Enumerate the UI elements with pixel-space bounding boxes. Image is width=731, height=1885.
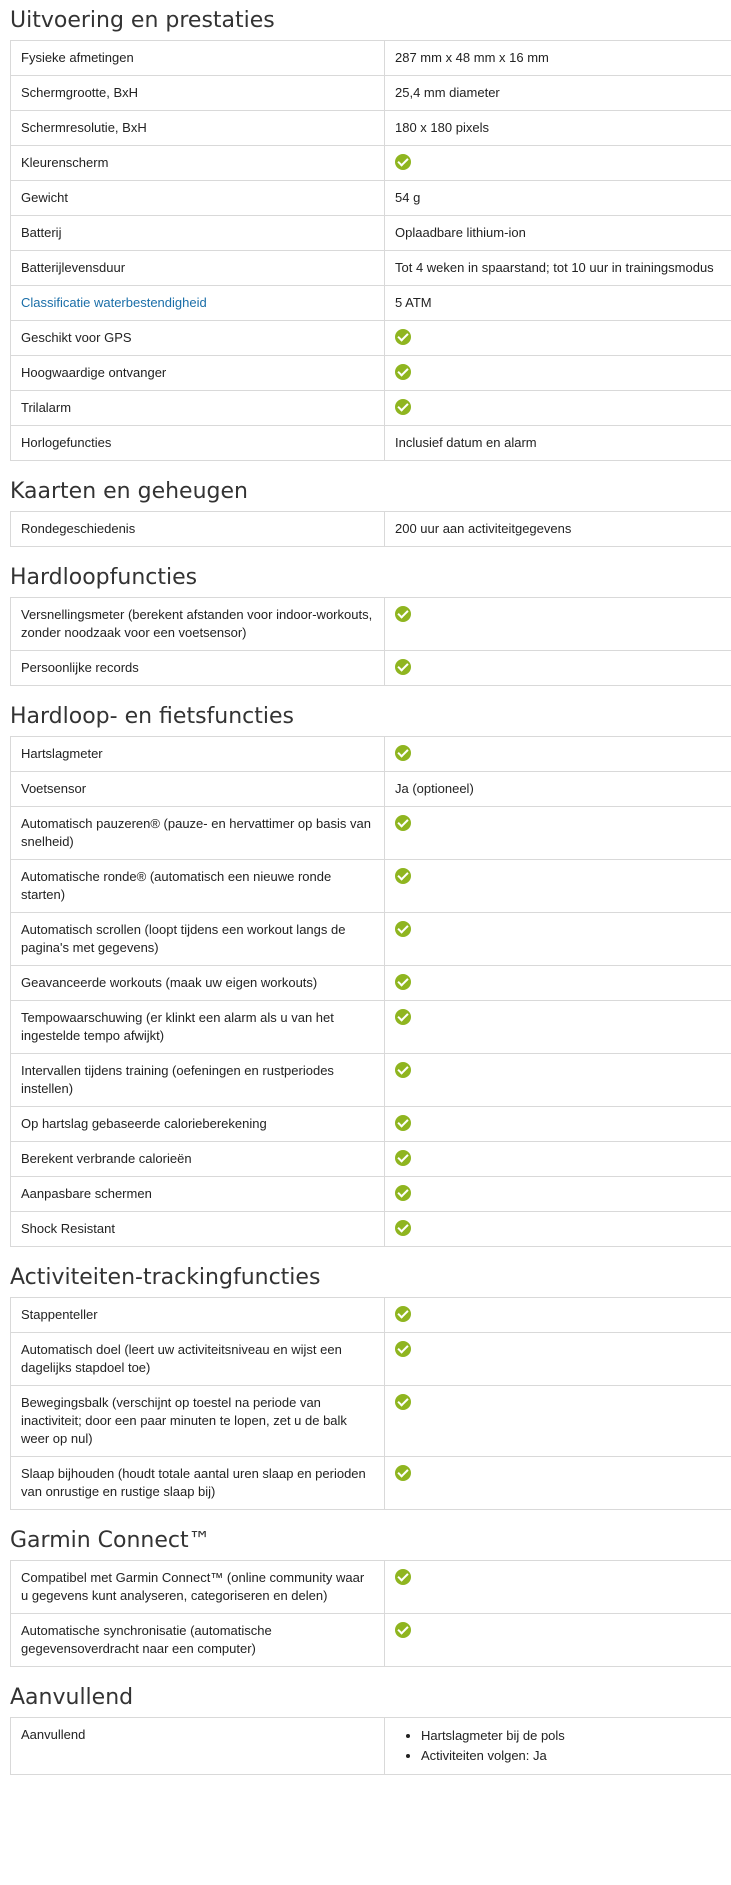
check-icon (395, 1009, 411, 1025)
table-row (11, 1561, 731, 1614)
table-row (11, 181, 731, 216)
row-label: Geschikt voor GPS (11, 321, 385, 356)
table-row (11, 1386, 731, 1457)
section-title: Hardloop- en fietsfuncties (10, 704, 294, 729)
table-row (11, 41, 731, 76)
check-icon (395, 154, 411, 170)
check-icon (395, 1394, 411, 1410)
row-label: Compatibel met Garmin Connect™ (online community waar u gegevens kunt analyseren, categoriseren en delen) (11, 1561, 385, 1614)
row-label: Voetsensor (11, 772, 385, 807)
table-row (11, 598, 731, 651)
table-row (11, 1142, 731, 1177)
row-label: Trilalarm (11, 391, 385, 426)
row-label: Schermgrootte, BxH (11, 76, 385, 111)
row-label: Shock Resistant (11, 1212, 385, 1247)
table-row (11, 807, 731, 860)
check-icon (395, 1341, 411, 1357)
table-row (11, 1054, 731, 1107)
list-item: • Activiteiten volgen: Ja (421, 1746, 731, 1766)
table-row (11, 772, 731, 807)
check-icon (395, 364, 411, 380)
check-icon (395, 974, 411, 990)
table-row (11, 1333, 731, 1386)
check-icon (395, 1465, 411, 1481)
table-row (11, 651, 731, 686)
table-row (11, 737, 731, 772)
check-icon (395, 606, 411, 622)
table-row (11, 1298, 731, 1333)
row-label: Automatisch pauzeren® (pauze- en hervattimer op basis van snelheid) (11, 807, 385, 860)
check-icon (395, 745, 411, 761)
row-label: Geavanceerde workouts (maak uw eigen workouts) (11, 966, 385, 1001)
check-icon (395, 1062, 411, 1078)
row-label: Aanvullend (11, 1718, 385, 1775)
table-row (11, 1107, 731, 1142)
spec-table (10, 1560, 731, 1667)
row-value: Ja (optioneel) (385, 772, 731, 807)
check-icon (395, 1185, 411, 1201)
check-icon (395, 1622, 411, 1638)
section-title: Garmin Connect™ (10, 1528, 211, 1553)
water-resistance-link[interactable]: Classificatie waterbestendigheid (21, 295, 207, 310)
row-label: Gewicht (11, 181, 385, 216)
table-row (11, 1718, 731, 1775)
row-label: Batterijlevensduur (11, 251, 385, 286)
row-value: 180 x 180 pixels (385, 111, 731, 146)
row-value: Tot 4 weken in spaarstand; tot 10 uur in trainingsmodus (385, 251, 731, 286)
table-row (11, 1212, 731, 1247)
check-icon (395, 1115, 411, 1131)
spec-table (10, 597, 731, 686)
table-row (11, 76, 731, 111)
table-row (11, 146, 731, 181)
row-label: Kleurenscherm (11, 146, 385, 181)
section-title: Hardloopfuncties (10, 565, 198, 590)
row-label: Schermresolutie, BxH (11, 111, 385, 146)
list-item: • Hartslagmeter bij de pols (421, 1726, 731, 1746)
table-row (11, 860, 731, 913)
spec-table (10, 1297, 731, 1510)
row-label: Automatische synchronisatie (automatische gegevensoverdracht naar een computer) (11, 1614, 385, 1667)
check-icon (395, 1150, 411, 1166)
row-value: Inclusief datum en alarm (385, 426, 731, 461)
row-label: Stappenteller (11, 1298, 385, 1333)
table-row (11, 1457, 731, 1510)
table-row (11, 251, 731, 286)
table-row (11, 966, 731, 1001)
table-row (11, 913, 731, 966)
row-label: Batterij (11, 216, 385, 251)
table-row (11, 1177, 731, 1212)
row-label: Automatisch scrollen (loopt tijdens een workout langs de pagina's met gegevens) (11, 913, 385, 966)
row-label: Op hartslag gebaseerde calorieberekening (11, 1107, 385, 1142)
section-title: Uitvoering en prestaties (10, 8, 275, 33)
row-label: Versnellingsmeter (berekent afstanden voor indoor-workouts, zonder noodzaak voor een voetsensor) (11, 598, 385, 651)
check-icon (395, 1306, 411, 1322)
row-label: Horlogefuncties (11, 426, 385, 461)
row-value: 5 ATM (385, 286, 731, 321)
spec-table (10, 736, 731, 1247)
table-row (11, 426, 731, 461)
table-row (11, 512, 731, 547)
row-label: Bewegingsbalk (verschijnt op toestel na periode van inactiviteit; door een paar minuten te lopen, zet u de balk weer op nul) (11, 1386, 385, 1457)
check-icon (395, 329, 411, 345)
section-title: Activiteiten-trackingfuncties (10, 1265, 321, 1290)
row-label: Tempowaarschuwing (er klinkt een alarm als u van het ingestelde tempo afwijkt) (11, 1001, 385, 1054)
check-icon (395, 921, 411, 937)
check-icon (395, 1569, 411, 1585)
spec-table (10, 40, 731, 461)
check-icon (395, 1220, 411, 1236)
table-row (11, 1001, 731, 1054)
table-row (11, 321, 731, 356)
spec-table (10, 511, 731, 547)
row-value: 200 uur aan activiteitgegevens (385, 512, 731, 547)
section-title: Kaarten en geheugen (10, 479, 248, 504)
check-icon (395, 399, 411, 415)
row-label: Hartslagmeter (11, 737, 385, 772)
row-value: 287 mm x 48 mm x 16 mm (385, 41, 731, 76)
row-label: Fysieke afmetingen (11, 41, 385, 76)
spec-table (10, 1717, 731, 1775)
table-row (11, 391, 731, 426)
check-icon (395, 659, 411, 675)
row-label: Automatisch doel (leert uw activiteitsniveau en wijst een dagelijks stapdoel toe) (11, 1333, 385, 1386)
row-value: 54 g (385, 181, 731, 216)
table-row (11, 356, 731, 391)
row-label: Persoonlijke records (11, 651, 385, 686)
row-label: Aanpasbare schermen (11, 1177, 385, 1212)
table-row (11, 111, 731, 146)
check-icon (395, 815, 411, 831)
table-row (11, 1614, 731, 1667)
row-label: Rondegeschiedenis (11, 512, 385, 547)
feature-list (395, 1726, 731, 1766)
row-label: Slaap bijhouden (houdt totale aantal uren slaap en perioden van onrustige en rustige slaap bij) (11, 1457, 385, 1510)
section-title: Aanvullend (10, 1685, 134, 1710)
check-icon (395, 868, 411, 884)
row-label: Hoogwaardige ontvanger (11, 356, 385, 391)
row-label: Berekent verbrande calorieën (11, 1142, 385, 1177)
row-label: Automatische ronde® (automatisch een nieuwe ronde starten) (11, 860, 385, 913)
row-value: Oplaadbare lithium-ion (385, 216, 731, 251)
row-value: 25,4 mm diameter (385, 76, 731, 111)
table-row (11, 286, 731, 321)
row-label: Intervallen tijdens training (oefeningen en rustperiodes instellen) (11, 1054, 385, 1107)
table-row (11, 216, 731, 251)
